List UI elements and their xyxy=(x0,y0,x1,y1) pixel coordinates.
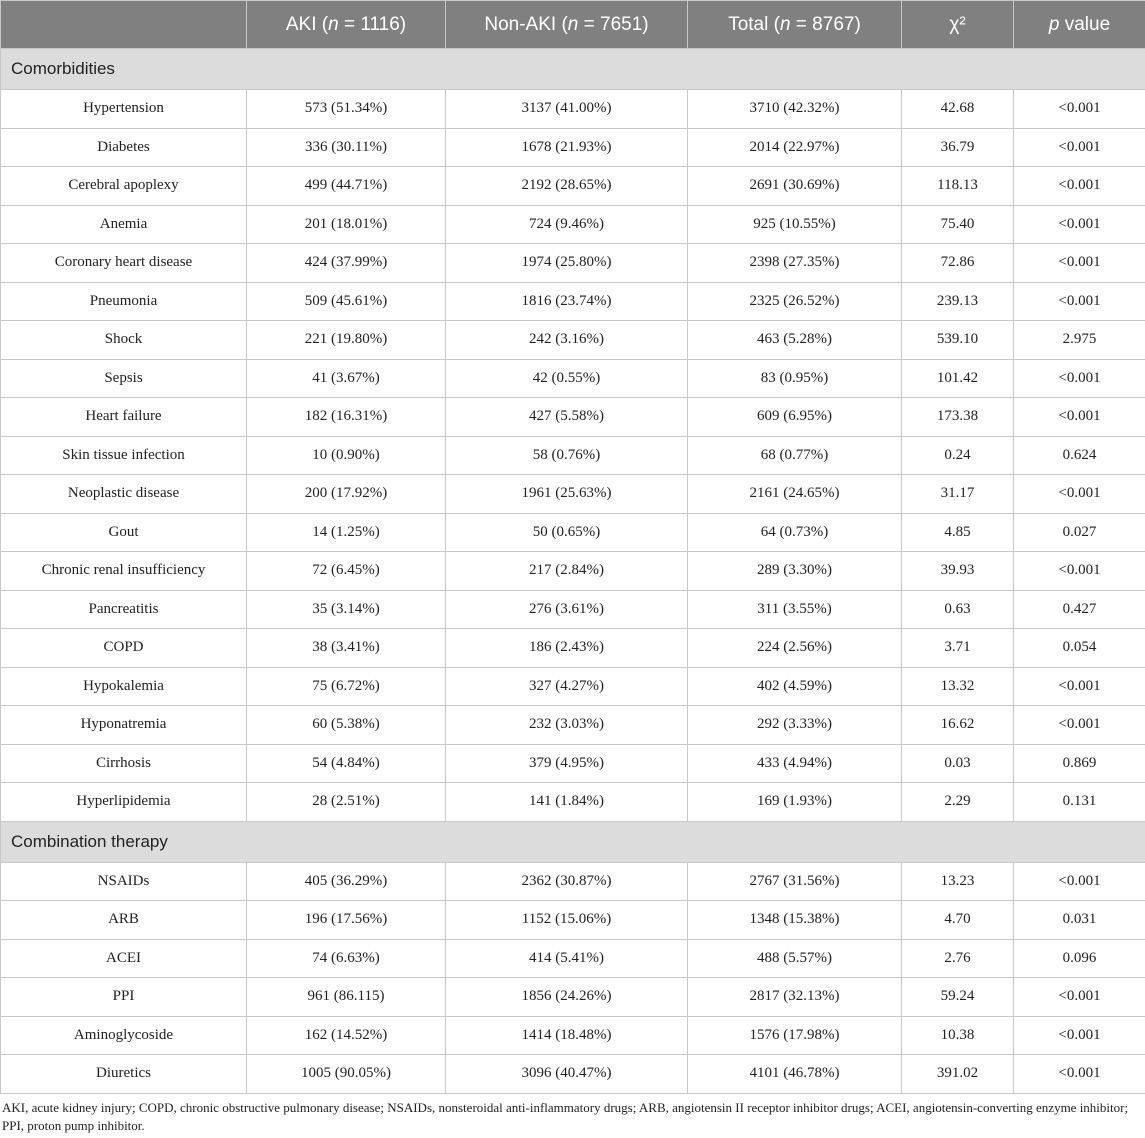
chi-square-value: 118.13 xyxy=(902,167,1014,206)
non-aki-value: 427 (5.58%) xyxy=(446,398,688,437)
aki-value: 75 (6.72%) xyxy=(247,667,446,706)
p-value: <0.001 xyxy=(1014,205,1145,244)
header-total-n: n xyxy=(779,13,791,35)
chi-square-value: 36.79 xyxy=(902,128,1014,167)
table-footnote: AKI, acute kidney injury; COPD, chronic obstructive pulmonary disease; NSAIDs, nonsteroidal anti-inflammatory drugs; ARB, angiotensin II receptor inhibitor drugs; ACEI, angiotensin-converting enzyme inhibitor; PPI, proton pump inhibitor. xyxy=(2,1100,1129,1133)
total-value: 2767 (31.56%) xyxy=(688,862,902,901)
p-value: 0.624 xyxy=(1014,436,1145,475)
aki-value: 201 (18.01%) xyxy=(247,205,446,244)
non-aki-value: 1961 (25.63%) xyxy=(446,475,688,514)
chi-square-value: 16.62 xyxy=(902,706,1014,745)
table-row xyxy=(1,706,1145,745)
header-nonaki-label: Non-AKI ( xyxy=(484,13,568,35)
table-row xyxy=(1,901,1145,940)
chi-square-value: 13.23 xyxy=(902,862,1014,901)
table-row xyxy=(1,398,1145,437)
combination-therapy-section-title: Combination therapy xyxy=(1,821,1145,862)
table-row xyxy=(1,436,1145,475)
p-value: <0.001 xyxy=(1014,552,1145,591)
non-aki-value: 1856 (24.26%) xyxy=(446,978,688,1017)
total-value: 4101 (46.78%) xyxy=(688,1055,902,1094)
aki-value: 72 (6.45%) xyxy=(247,552,446,591)
p-value: <0.001 xyxy=(1014,1055,1145,1094)
p-value: 0.096 xyxy=(1014,939,1145,978)
non-aki-value: 186 (2.43%) xyxy=(446,629,688,668)
non-aki-value: 2362 (30.87%) xyxy=(446,862,688,901)
table-row xyxy=(1,862,1145,901)
chi-square-value: 2.76 xyxy=(902,939,1014,978)
chi-square-value: 539.10 xyxy=(902,321,1014,360)
total-value: 2398 (27.35%) xyxy=(688,244,902,283)
p-value: <0.001 xyxy=(1014,1016,1145,1055)
header-p-value xyxy=(1014,1,1145,49)
table-row xyxy=(1,244,1145,283)
aki-value: 200 (17.92%) xyxy=(247,475,446,514)
header-aki xyxy=(247,1,446,49)
chi-square-value: 4.85 xyxy=(902,513,1014,552)
chi-square-value: 2.29 xyxy=(902,783,1014,822)
chi-square-value: 59.24 xyxy=(902,978,1014,1017)
row-name: Hypertension xyxy=(1,90,247,129)
total-value: 169 (1.93%) xyxy=(688,783,902,822)
aki-value: 10 (0.90%) xyxy=(247,436,446,475)
header-blank xyxy=(1,1,247,49)
p-value: <0.001 xyxy=(1014,90,1145,129)
non-aki-value: 3096 (40.47%) xyxy=(446,1055,688,1094)
total-value: 292 (3.33%) xyxy=(688,706,902,745)
header-total xyxy=(688,1,902,49)
row-name: Heart failure xyxy=(1,398,247,437)
p-value: 0.027 xyxy=(1014,513,1145,552)
chi-square-value: 31.17 xyxy=(902,475,1014,514)
non-aki-value: 1974 (25.80%) xyxy=(446,244,688,283)
non-aki-value: 50 (0.65%) xyxy=(446,513,688,552)
p-value: 0.131 xyxy=(1014,783,1145,822)
non-aki-value: 327 (4.27%) xyxy=(446,667,688,706)
header-aki-n: n xyxy=(328,13,339,35)
chi-square-value: 10.38 xyxy=(902,1016,1014,1055)
chi-square-value: 0.63 xyxy=(902,590,1014,629)
header-p-rest: value xyxy=(1059,13,1111,35)
table-row xyxy=(1,1016,1145,1055)
header-aki-label: AKI ( xyxy=(285,13,329,35)
aki-value: 74 (6.63%) xyxy=(247,939,446,978)
chi-square-value: 0.03 xyxy=(902,744,1014,783)
non-aki-value: 3137 (41.00%) xyxy=(446,90,688,129)
aki-value: 54 (4.84%) xyxy=(247,744,446,783)
comorbidities-section-title: Comorbidities xyxy=(1,49,1145,90)
row-name: ACEI xyxy=(1,939,247,978)
aki-value: 221 (19.80%) xyxy=(247,321,446,360)
table-body xyxy=(1,49,1145,1094)
p-value: <0.001 xyxy=(1014,667,1145,706)
p-value: 0.031 xyxy=(1014,901,1145,940)
aki-value: 424 (37.99%) xyxy=(247,244,446,283)
total-value: 433 (4.94%) xyxy=(688,744,902,783)
chi-square-value: 75.40 xyxy=(902,205,1014,244)
non-aki-value: 217 (2.84%) xyxy=(446,552,688,591)
row-name: Chronic renal insufficiency xyxy=(1,552,247,591)
row-name: Aminoglycoside xyxy=(1,1016,247,1055)
row-name: Diabetes xyxy=(1,128,247,167)
row-name: Pneumonia xyxy=(1,282,247,321)
aki-value: 182 (16.31%) xyxy=(247,398,446,437)
row-name: Neoplastic disease xyxy=(1,475,247,514)
non-aki-value: 242 (3.16%) xyxy=(446,321,688,360)
aki-value: 196 (17.56%) xyxy=(247,901,446,940)
total-value: 463 (5.28%) xyxy=(688,321,902,360)
p-value: 0.869 xyxy=(1014,744,1145,783)
table-row xyxy=(1,629,1145,668)
header-aki-count: = 1116) xyxy=(338,13,407,35)
table-row xyxy=(1,744,1145,783)
non-aki-value: 1414 (18.48%) xyxy=(446,1016,688,1055)
aki-value: 38 (3.41%) xyxy=(247,629,446,668)
p-value: 0.054 xyxy=(1014,629,1145,668)
header-total-count: = 8767) xyxy=(790,13,861,35)
row-name: Hyperlipidemia xyxy=(1,783,247,822)
table-row xyxy=(1,1055,1145,1094)
row-name: NSAIDs xyxy=(1,862,247,901)
row-name: Anemia xyxy=(1,205,247,244)
header-nonaki xyxy=(446,1,688,49)
aki-value: 405 (36.29%) xyxy=(247,862,446,901)
p-value: <0.001 xyxy=(1014,398,1145,437)
table-row xyxy=(1,90,1145,129)
chi-square-value: 42.68 xyxy=(902,90,1014,129)
total-value: 1348 (15.38%) xyxy=(688,901,902,940)
table-row xyxy=(1,167,1145,206)
total-value: 402 (4.59%) xyxy=(688,667,902,706)
header-row xyxy=(1,1,1145,49)
total-value: 2014 (22.97%) xyxy=(688,128,902,167)
chi-square-value: 101.42 xyxy=(902,359,1014,398)
table-row xyxy=(1,552,1145,591)
chi-square-value: 3.71 xyxy=(902,629,1014,668)
header-p-italic: p xyxy=(1048,13,1060,35)
aki-value: 509 (45.61%) xyxy=(247,282,446,321)
row-name: COPD xyxy=(1,629,247,668)
aki-value: 35 (3.14%) xyxy=(247,590,446,629)
row-name: Sepsis xyxy=(1,359,247,398)
chi-square-value: 4.70 xyxy=(902,901,1014,940)
table-row xyxy=(1,475,1145,514)
p-value: <0.001 xyxy=(1014,244,1145,283)
row-name: Skin tissue infection xyxy=(1,436,247,475)
row-name: Pancreatitis xyxy=(1,590,247,629)
combination-therapy-section-header xyxy=(1,821,1145,862)
non-aki-value: 42 (0.55%) xyxy=(446,359,688,398)
total-value: 64 (0.73%) xyxy=(688,513,902,552)
total-value: 224 (2.56%) xyxy=(688,629,902,668)
total-value: 2325 (26.52%) xyxy=(688,282,902,321)
total-value: 83 (0.95%) xyxy=(688,359,902,398)
total-value: 2817 (32.13%) xyxy=(688,978,902,1017)
total-value: 925 (10.55%) xyxy=(688,205,902,244)
p-value: <0.001 xyxy=(1014,359,1145,398)
p-value: <0.001 xyxy=(1014,167,1145,206)
non-aki-value: 2192 (28.65%) xyxy=(446,167,688,206)
non-aki-value: 276 (3.61%) xyxy=(446,590,688,629)
table-row xyxy=(1,359,1145,398)
p-value: 0.427 xyxy=(1014,590,1145,629)
total-value: 2691 (30.69%) xyxy=(688,167,902,206)
aki-value: 499 (44.71%) xyxy=(247,167,446,206)
table-row xyxy=(1,667,1145,706)
table-row xyxy=(1,590,1145,629)
chi-square-value: 13.32 xyxy=(902,667,1014,706)
table-row xyxy=(1,978,1145,1017)
p-value: <0.001 xyxy=(1014,862,1145,901)
non-aki-value: 232 (3.03%) xyxy=(446,706,688,745)
table-row xyxy=(1,783,1145,822)
aki-value: 573 (51.34%) xyxy=(247,90,446,129)
aki-value: 961 (86.115) xyxy=(247,978,446,1017)
non-aki-value: 724 (9.46%) xyxy=(446,205,688,244)
non-aki-value: 1152 (15.06%) xyxy=(446,901,688,940)
table-row xyxy=(1,513,1145,552)
header-chi-square: χ² xyxy=(902,1,1014,49)
header-nonaki-count: = 7651) xyxy=(578,13,649,35)
non-aki-value: 1678 (21.93%) xyxy=(446,128,688,167)
row-name: Gout xyxy=(1,513,247,552)
p-value: <0.001 xyxy=(1014,706,1145,745)
table-row xyxy=(1,128,1145,167)
table-row xyxy=(1,282,1145,321)
aki-value: 14 (1.25%) xyxy=(247,513,446,552)
chi-square-value: 239.13 xyxy=(902,282,1014,321)
row-name: Hyponatremia xyxy=(1,706,247,745)
total-value: 289 (3.30%) xyxy=(688,552,902,591)
chi-square-value: 39.93 xyxy=(902,552,1014,591)
non-aki-value: 1816 (23.74%) xyxy=(446,282,688,321)
aki-value: 28 (2.51%) xyxy=(247,783,446,822)
p-value: <0.001 xyxy=(1014,128,1145,167)
row-name: Cirrhosis xyxy=(1,744,247,783)
non-aki-value: 141 (1.84%) xyxy=(446,783,688,822)
aki-value: 162 (14.52%) xyxy=(247,1016,446,1055)
row-name: ARB xyxy=(1,901,247,940)
non-aki-value: 414 (5.41%) xyxy=(446,939,688,978)
non-aki-value: 58 (0.76%) xyxy=(446,436,688,475)
aki-value: 60 (5.38%) xyxy=(247,706,446,745)
table-row xyxy=(1,939,1145,978)
total-value: 1576 (17.98%) xyxy=(688,1016,902,1055)
chi-square-value: 72.86 xyxy=(902,244,1014,283)
non-aki-value: 379 (4.95%) xyxy=(446,744,688,783)
row-name: Shock xyxy=(1,321,247,360)
header-nonaki-n: n xyxy=(567,13,579,35)
table-row xyxy=(1,321,1145,360)
total-value: 2161 (24.65%) xyxy=(688,475,902,514)
row-name: Coronary heart disease xyxy=(1,244,247,283)
p-value: <0.001 xyxy=(1014,978,1145,1017)
header-total-label: Total ( xyxy=(728,13,780,35)
chi-square-value: 173.38 xyxy=(902,398,1014,437)
total-value: 3710 (42.32%) xyxy=(688,90,902,129)
comorbidities-section-header xyxy=(1,49,1145,90)
total-value: 311 (3.55%) xyxy=(688,590,902,629)
p-value: <0.001 xyxy=(1014,282,1145,321)
table-row xyxy=(1,205,1145,244)
aki-value: 41 (3.67%) xyxy=(247,359,446,398)
row-name: Diuretics xyxy=(1,1055,247,1094)
p-value: 2.975 xyxy=(1014,321,1145,360)
row-name: Cerebral apoplexy xyxy=(1,167,247,206)
total-value: 488 (5.57%) xyxy=(688,939,902,978)
total-value: 609 (6.95%) xyxy=(688,398,902,437)
row-name: Hypokalemia xyxy=(1,667,247,706)
aki-value: 1005 (90.05%) xyxy=(247,1055,446,1094)
chi-square-value: 391.02 xyxy=(902,1055,1014,1094)
aki-value: 336 (30.11%) xyxy=(247,128,446,167)
row-name: PPI xyxy=(1,978,247,1017)
p-value: <0.001 xyxy=(1014,475,1145,514)
total-value: 68 (0.77%) xyxy=(688,436,902,475)
chi-square-value: 0.24 xyxy=(902,436,1014,475)
